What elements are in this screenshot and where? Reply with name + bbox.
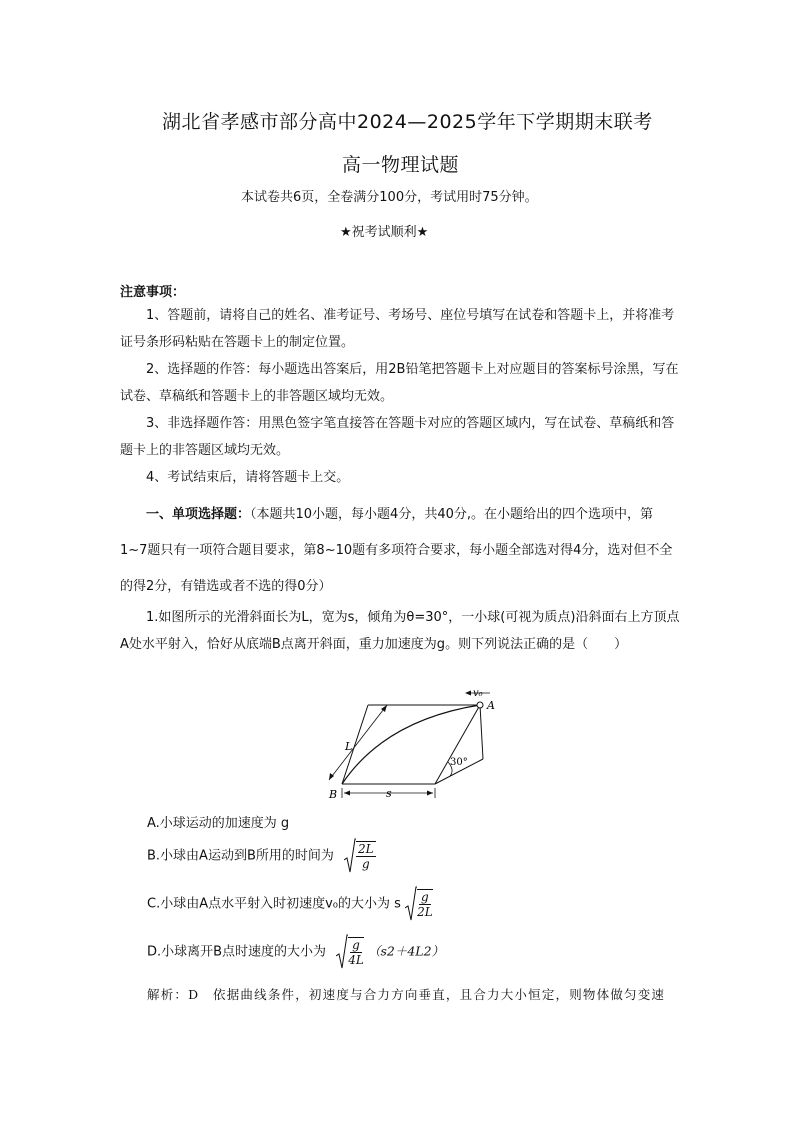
notice-item-4: 4、考试结束后，请将答题卡上交。 bbox=[146, 470, 350, 485]
notice-heading: 注意事项： bbox=[120, 285, 186, 300]
section-desc: （本题共10小题，每小题4分，共40分,。在小题给出的四个选项中，第1~7题只有一项符合题目要求，第8~10题有多项符合要求，每小题全部选对得4分，选对但不全的得2分，有错选或者不选的得0分） bbox=[120, 507, 673, 594]
sqrt-c bbox=[405, 886, 433, 922]
notice-item-3: 3、非选择题作答：用黑色签字笔直接答在答题卡对应的答题区域内，写在试卷、草稿纸和答题卡上的非答题区域均无效。 bbox=[120, 416, 675, 458]
label-v0: v₀ bbox=[473, 688, 483, 699]
label-b: B bbox=[329, 788, 338, 801]
question-1-stem: 1.如图所示的光滑斜面长为L，宽为s，倾角为θ=30°，一小球(可视为质点)沿斜面右上方顶点A处水平射入，恰好从底端B点离开斜面，重力加速度为g。则下列说法正确的是（ ） bbox=[120, 610, 680, 652]
option-b-text: B.小球由A运动到B所用的时间为 bbox=[147, 848, 334, 864]
exam-info: 本试卷共6页，全卷满分100分，考试用时75分钟。 bbox=[241, 190, 538, 205]
sqrt-d bbox=[336, 934, 364, 970]
fraction-d bbox=[348, 937, 364, 967]
sqrt-b bbox=[344, 838, 376, 874]
frac-num: 2L bbox=[358, 842, 374, 856]
exam-wish: ★祝考试顺利★ bbox=[340, 225, 429, 240]
section-label: 一、单项选择题： bbox=[146, 507, 251, 522]
option-c-text: C.小球由A点水平射入时初速度v₀的大小为 s bbox=[147, 896, 401, 912]
label-angle: 30° bbox=[450, 757, 468, 768]
frac-num: g bbox=[421, 890, 429, 904]
label-s: s bbox=[386, 787, 392, 800]
label-a: A bbox=[487, 699, 495, 712]
solution-text: 解析：D 依据曲线条件，初速度与合力方向垂直，且合力大小恒定，则物体做匀变速 bbox=[147, 987, 666, 1002]
option-d-text: D.小球离开B点时速度的大小为 bbox=[147, 944, 327, 960]
fraction-b bbox=[356, 841, 376, 871]
notice-item-1: 1、答题前，请将自己的姓名、准考证号、考场号、座位号填写在试卷和答题卡上，并将准考证号条形码粘贴在答题卡上的制定位置。 bbox=[120, 308, 675, 350]
notice-item-2: 2、选择题的作答：每小题选出答案后，用2B铅笔把答题卡上对应题目的答案标号涂黑，写在试卷、草稿纸和答题卡上的非答题区域均无效。 bbox=[120, 362, 679, 404]
exam-title: 湖北省孝感市部分高中2024—2025学年下学期期末联考 bbox=[162, 111, 653, 133]
section-instructions bbox=[120, 497, 680, 605]
option-b bbox=[147, 838, 376, 874]
incline-figure bbox=[315, 680, 500, 805]
radical-sign bbox=[405, 886, 417, 922]
radical-sign bbox=[344, 838, 356, 874]
radical-sign bbox=[336, 934, 348, 970]
fraction-c bbox=[417, 889, 433, 919]
option-d bbox=[147, 934, 444, 970]
frac-den: g bbox=[361, 857, 370, 871]
frac-den: 2L bbox=[417, 905, 433, 919]
option-d-tail: （s2＋4L2） bbox=[367, 943, 445, 959]
option-a: A.小球运动的加速度为 g bbox=[147, 816, 290, 831]
exam-subject: 高一物理试题 bbox=[342, 154, 460, 176]
frac-num: g bbox=[352, 938, 360, 952]
label-l: L bbox=[345, 740, 353, 753]
frac-den: 4L bbox=[348, 953, 364, 967]
option-c bbox=[147, 886, 433, 922]
